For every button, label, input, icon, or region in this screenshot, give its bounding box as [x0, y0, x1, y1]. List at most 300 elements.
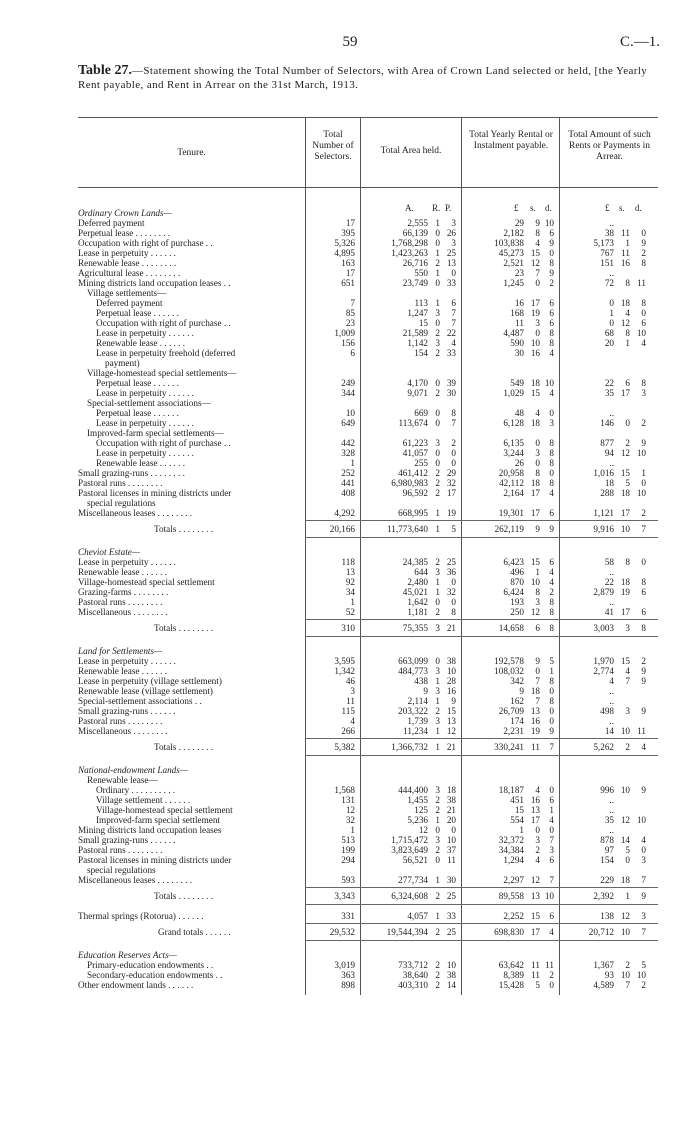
acres-cell: 5,236: [407, 815, 428, 825]
table-row: [78, 607, 658, 617]
unit-pounds: £: [514, 203, 519, 213]
perches-cell: 8: [451, 607, 456, 617]
arrear-pence-cell: 1: [641, 468, 646, 478]
selectors-table: [78, 117, 658, 1117]
row-label: Small grazing-runs . . . . . .: [78, 706, 176, 716]
arrear-pounds-cell: ..: [609, 716, 614, 726]
rental-shillings-cell: 15: [530, 388, 540, 398]
arrear-pence-cell: 8: [641, 623, 646, 633]
roods-cell: 2: [435, 468, 440, 478]
rental-shillings-cell: 18: [530, 478, 540, 488]
selectors-cell: 513: [341, 835, 355, 845]
row-label: Village settlement . . . . . .: [96, 795, 191, 805]
rental-shillings-cell: 15: [530, 557, 540, 567]
acres-cell: 96,592: [402, 488, 428, 498]
row-label: Renewable lease . . . . . .: [96, 458, 186, 468]
rental-shillings-cell: 0: [535, 666, 540, 676]
table-row: [78, 845, 658, 855]
rental-shillings-cell: 18: [530, 686, 540, 696]
arrear-shillings-cell: 18: [620, 577, 630, 587]
perches-cell: 8: [451, 408, 456, 418]
selectors-cell: 6: [350, 348, 355, 358]
rental-shillings-cell: 16: [530, 716, 540, 726]
rental-shillings-cell: 17: [530, 298, 540, 308]
roods-cell: 1: [435, 218, 440, 228]
rental-pence-cell: 0: [549, 248, 554, 258]
roods-cell: 0: [435, 228, 440, 238]
rental-pence-cell: 1: [549, 666, 554, 676]
selectors-cell: 1: [350, 597, 355, 607]
table-row: [78, 428, 658, 438]
rental-shillings-cell: 4: [535, 855, 540, 865]
rental-pounds-cell: 15: [514, 805, 524, 815]
roods-cell: 3: [435, 785, 440, 795]
row-label: Improved-farm special settlements—: [87, 428, 224, 438]
section-heading: [78, 950, 658, 960]
totals-rule: [305, 520, 658, 521]
rental-shillings-cell: 7: [535, 676, 540, 686]
table-row: [78, 248, 658, 258]
table-row: [78, 298, 658, 308]
perches-cell: 38: [446, 970, 456, 980]
row-label: Renewable lease (village settlement): [78, 686, 213, 696]
arrear-shillings-cell: 10: [620, 524, 630, 534]
row-label: Lease in perpetuity . . . . . .: [96, 418, 194, 428]
roods-cell: 3: [435, 567, 440, 577]
acres-cell: 2,555: [407, 218, 428, 228]
selectors-cell: 52: [345, 607, 355, 617]
table-row: [78, 577, 658, 587]
row-label: Lease in perpetuity . . . . . .: [96, 448, 194, 458]
row-label: Lease in perpetuity . . . . . .: [78, 248, 176, 258]
arrear-pence-cell: 10: [636, 488, 646, 498]
perches-cell: 0: [451, 825, 456, 835]
rental-pence-cell: 1: [549, 805, 554, 815]
roods-cell: 2: [435, 845, 440, 855]
perches-cell: 30: [446, 875, 456, 885]
rental-pence-cell: 6: [549, 298, 554, 308]
arrear-pounds-cell: 0: [609, 318, 614, 328]
arrear-pounds-cell: 20,712: [588, 927, 614, 937]
arrear-pence-cell: 8: [641, 258, 646, 268]
unit-pence: d.: [635, 203, 642, 213]
perches-cell: 3: [451, 218, 456, 228]
rental-pounds-cell: 590: [510, 338, 524, 348]
row-label: Land for Settlements—: [78, 646, 163, 656]
arrear-pounds-cell: ..: [609, 805, 614, 815]
arrear-pounds-cell: 35: [604, 815, 614, 825]
rental-pounds-cell: 342: [510, 676, 524, 686]
selectors-cell: 131: [341, 795, 355, 805]
selectors-cell: 328: [341, 448, 355, 458]
acres-cell: 56,521: [402, 855, 428, 865]
arrear-shillings-cell: 15: [620, 656, 630, 666]
arrear-pounds-cell: 154: [600, 855, 614, 865]
rental-shillings-cell: 0: [535, 328, 540, 338]
selectors-cell: 34: [345, 587, 355, 597]
arrear-shillings-cell: 17: [620, 388, 630, 398]
rental-pence-cell: 8: [549, 438, 554, 448]
arrear-pounds-cell: 288: [600, 488, 614, 498]
row-label: Renewable lease . . . . . .: [78, 666, 168, 676]
rental-pence-cell: 8: [549, 696, 554, 706]
arrear-pounds-cell: ..: [609, 408, 614, 418]
perches-cell: 29: [446, 468, 456, 478]
acres-cell: 1,142: [407, 338, 428, 348]
document-reference: C.—1.: [619, 34, 660, 50]
totals-row: [78, 524, 658, 534]
arrear-pounds-cell: ..: [609, 268, 614, 278]
rental-shillings-cell: 8: [535, 228, 540, 238]
arrear-shillings-cell: 3: [625, 623, 630, 633]
roods-cell: 2: [435, 388, 440, 398]
arrear-shillings-cell: 1: [625, 891, 630, 901]
perches-cell: 18: [446, 785, 456, 795]
roods-cell: 2: [435, 478, 440, 488]
acres-cell: 403,310: [398, 980, 428, 990]
perches-cell: 25: [446, 927, 456, 937]
rental-pounds-cell: 26,709: [498, 706, 524, 716]
arrear-pounds-cell: 14: [604, 726, 614, 736]
totals-row: [78, 623, 658, 633]
roods-cell: 1: [435, 676, 440, 686]
acres-cell: 550: [414, 268, 428, 278]
rental-shillings-cell: 0: [535, 278, 540, 288]
rental-pence-cell: 8: [549, 458, 554, 468]
row-label: Pastoral runs . . . . . . . .: [78, 597, 163, 607]
roods-cell: 2: [435, 927, 440, 937]
rental-pounds-cell: 6,135: [503, 438, 524, 448]
rental-pounds-cell: 262,119: [494, 524, 524, 534]
perches-cell: 10: [446, 960, 456, 970]
arrear-pounds-cell: 1,016: [593, 468, 614, 478]
rental-pounds-cell: 6,424: [503, 587, 524, 597]
row-label: Other endowment lands . . . . . .: [78, 980, 194, 990]
rental-pence-cell: 8: [549, 478, 554, 488]
arrear-shillings-cell: 12: [620, 815, 630, 825]
roods-cell: 3: [435, 835, 440, 845]
acres-cell: 438: [414, 676, 428, 686]
rental-shillings-cell: 1: [535, 567, 540, 577]
header-selectors: Total Number of Selectors.: [312, 130, 354, 162]
acres-cell: 733,712: [398, 960, 428, 970]
rental-pounds-cell: 15,428: [498, 980, 524, 990]
arrear-pounds-cell: 93: [604, 970, 614, 980]
row-label: Renewable lease . . . . . .: [96, 338, 186, 348]
row-label: National-endowment Lands—: [78, 765, 188, 775]
row-label: Lease in perpetuity . . . . . .: [96, 388, 194, 398]
arrear-shillings-cell: 2: [625, 438, 630, 448]
roods-cell: 2: [435, 258, 440, 268]
table-row: [78, 587, 658, 597]
table-row: [78, 656, 658, 666]
row-label: Perpetual lease . . . . . . . .: [78, 228, 171, 238]
rental-shillings-cell: 3: [535, 597, 540, 607]
acres-cell: 1,715,472: [391, 835, 428, 845]
arrear-pence-cell: 9: [641, 785, 646, 795]
perches-cell: 4: [451, 338, 456, 348]
arrear-shillings-cell: 18: [620, 298, 630, 308]
perches-cell: 33: [446, 911, 456, 921]
selectors-cell: 363: [341, 970, 355, 980]
totals-rule: [305, 940, 658, 941]
totals-rule: [305, 904, 658, 905]
arrear-shillings-cell: 18: [620, 875, 630, 885]
roods-cell: 2: [435, 805, 440, 815]
arrear-shillings-cell: 0: [625, 418, 630, 428]
row-label: Small grazing-runs . . . . . . . .: [78, 468, 185, 478]
selectors-cell: 344: [341, 388, 355, 398]
arrear-shillings-cell: 8: [625, 278, 630, 288]
acres-cell: 3,823,649: [391, 845, 428, 855]
row-label: Miscellaneous . . . . . . . .: [78, 726, 168, 736]
rental-pounds-cell: 1,245: [503, 278, 524, 288]
header-bottom-rule: [78, 187, 658, 188]
rental-pence-cell: 9: [549, 238, 554, 248]
roods-cell: 1: [435, 248, 440, 258]
rental-shillings-cell: 16: [530, 348, 540, 358]
rental-pounds-cell: 63,642: [498, 960, 524, 970]
rental-pounds-cell: 451: [510, 795, 524, 805]
perches-cell: 38: [446, 656, 456, 666]
selectors-cell: 442: [341, 438, 355, 448]
arrear-pence-cell: 10: [636, 970, 646, 980]
table-row: [78, 318, 658, 328]
rental-shillings-cell: 4: [535, 785, 540, 795]
arrear-pence-cell: 2: [641, 248, 646, 258]
perches-cell: 37: [446, 845, 456, 855]
rental-pence-cell: 0: [549, 716, 554, 726]
arrear-pounds-cell: 1,121: [593, 508, 614, 518]
rental-pounds-cell: 2,297: [503, 875, 524, 885]
rental-pounds-cell: 23: [514, 268, 524, 278]
arrear-pence-cell: 11: [637, 278, 646, 288]
rental-pence-cell: 4: [549, 348, 554, 358]
acres-cell: 9: [423, 686, 428, 696]
arrear-pounds-cell: 498: [600, 706, 614, 716]
perches-cell: 22: [446, 328, 456, 338]
arrear-shillings-cell: 12: [620, 911, 630, 921]
table-row: [78, 458, 658, 468]
perches-cell: 33: [446, 348, 456, 358]
selectors-cell: 10: [345, 408, 355, 418]
row-label: Totals . . . . . . . .: [154, 524, 214, 534]
rental-shillings-cell: 13: [530, 706, 540, 716]
arrear-shillings-cell: 18: [620, 488, 630, 498]
arrear-shillings-cell: 11: [621, 248, 630, 258]
rental-shillings-cell: 9: [535, 656, 540, 666]
arrear-shillings-cell: 7: [625, 980, 630, 990]
rental-shillings-cell: 3: [535, 835, 540, 845]
row-label: Pastoral runs . . . . . . . .: [78, 478, 163, 488]
table-row: [78, 686, 658, 696]
rental-pounds-cell: 1: [519, 825, 524, 835]
selectors-cell: 898: [341, 980, 355, 990]
roods-cell: 1: [435, 742, 440, 752]
roods-cell: 2: [435, 488, 440, 498]
row-label: Mining districts land occupation leases . .: [78, 278, 231, 288]
arrear-shillings-cell: 11: [621, 228, 630, 238]
perches-cell: 7: [451, 308, 456, 318]
acres-cell: 2,480: [407, 577, 428, 587]
selectors-cell: 156: [341, 338, 355, 348]
arrear-pence-cell: 10: [636, 328, 646, 338]
acres-cell: 154: [414, 348, 428, 358]
table-row: [78, 498, 658, 508]
rental-pence-cell: 8: [549, 623, 554, 633]
selectors-cell: 13: [345, 567, 355, 577]
perches-cell: 10: [446, 666, 456, 676]
acres-cell: 26,716: [402, 258, 428, 268]
rental-pence-cell: 2: [549, 970, 554, 980]
roods-cell: 2: [435, 328, 440, 338]
table-row: [78, 378, 658, 388]
row-label: Mining districts land occupation leases: [78, 825, 222, 835]
rental-pence-cell: 3: [549, 845, 554, 855]
rental-shillings-cell: 19: [530, 726, 540, 736]
roods-cell: 2: [435, 891, 440, 901]
acres-cell: 23,749: [402, 278, 428, 288]
totals-rule: [305, 755, 658, 756]
perches-cell: 15: [446, 706, 456, 716]
roods-cell: 0: [435, 448, 440, 458]
roods-cell: 2: [435, 795, 440, 805]
table-row: [78, 388, 658, 398]
roods-cell: 1: [435, 587, 440, 597]
perches-cell: 25: [446, 248, 456, 258]
row-label: Secondary-education endowments . .: [87, 970, 223, 980]
rental-pence-cell: 3: [549, 418, 554, 428]
arrear-pounds-cell: 38: [604, 228, 614, 238]
roods-cell: 2: [435, 557, 440, 567]
row-label: Village-homestead special settlement: [78, 577, 215, 587]
row-label: Village-homestead special settlement: [96, 805, 233, 815]
selectors-cell: 5,382: [334, 742, 355, 752]
arrear-pence-cell: 10: [636, 815, 646, 825]
table-row: [78, 268, 658, 278]
arrear-pence-cell: 0: [641, 557, 646, 567]
roods-cell: 0: [435, 825, 440, 835]
selectors-cell: 1: [350, 825, 355, 835]
table-row: [78, 865, 658, 875]
arrear-pounds-cell: ..: [609, 686, 614, 696]
arrear-pence-cell: 2: [641, 508, 646, 518]
rental-pounds-cell: 34,384: [498, 845, 524, 855]
arrear-pounds-cell: 4,589: [593, 980, 614, 990]
acres-cell: 663,099: [398, 656, 428, 666]
arrear-pence-cell: 9: [641, 891, 646, 901]
row-label: Occupation with right of purchase . .: [96, 318, 231, 328]
row-label: Renewable lease—: [87, 775, 158, 785]
selectors-cell: 199: [341, 845, 355, 855]
table-row: [78, 288, 658, 298]
perches-cell: 30: [446, 388, 456, 398]
table-row: [78, 448, 658, 458]
arrear-pounds-cell: 22: [604, 577, 614, 587]
perches-cell: 39: [446, 378, 456, 388]
arrear-pounds-cell: 877: [600, 438, 614, 448]
row-label: Deferred payment: [96, 298, 163, 308]
perches-cell: 21: [446, 805, 456, 815]
rental-pence-cell: 4: [549, 815, 554, 825]
perches-cell: 7: [451, 418, 456, 428]
rental-shillings-cell: 10: [530, 338, 540, 348]
roods-cell: 2: [435, 706, 440, 716]
arrear-pence-cell: 2: [641, 418, 646, 428]
arrear-shillings-cell: 10: [620, 970, 630, 980]
selectors-cell: 310: [341, 623, 355, 633]
table-row: [78, 706, 658, 716]
row-label: Small grazing-runs . . . . . .: [78, 835, 176, 845]
table-title-label: Table 27.: [78, 63, 132, 78]
row-label: Miscellaneous leases . . . . . . . .: [78, 508, 193, 518]
rental-shillings-cell: 9: [535, 524, 540, 534]
arrear-pence-cell: 0: [641, 228, 646, 238]
acres-cell: 1,181: [407, 607, 428, 617]
rental-pence-cell: 6: [549, 508, 554, 518]
header-tenure: Tenure.: [177, 148, 206, 158]
rental-shillings-cell: 17: [530, 488, 540, 498]
selectors-cell: 1,009: [334, 328, 355, 338]
perches-cell: 11: [447, 855, 456, 865]
arrear-pounds-cell: ..: [609, 795, 614, 805]
rental-shillings-cell: 8: [535, 468, 540, 478]
table-row: [78, 228, 658, 238]
rental-pence-cell: 0: [549, 686, 554, 696]
arrear-pounds-cell: 35: [604, 388, 614, 398]
rental-shillings-cell: 13: [530, 805, 540, 815]
row-label: Perpetual lease . . . . . .: [96, 378, 179, 388]
row-label: Pastoral licenses in mining districts under: [78, 855, 232, 865]
selectors-cell: 20,166: [329, 524, 355, 534]
roods-cell: 0: [435, 408, 440, 418]
unit-pence: d.: [545, 203, 552, 213]
arrear-pounds-cell: 0: [609, 298, 614, 308]
acres-cell: 461,412: [398, 468, 428, 478]
unit-shillings: s.: [619, 203, 625, 213]
arrear-shillings-cell: 6: [625, 378, 630, 388]
rental-shillings-cell: 3: [535, 448, 540, 458]
totals-row: [78, 927, 658, 937]
roods-cell: 0: [435, 238, 440, 248]
rental-pounds-cell: 496: [510, 567, 524, 577]
rental-pounds-cell: 168: [510, 308, 524, 318]
table-row: [78, 855, 658, 865]
rental-pounds-cell: 14,658: [498, 623, 524, 633]
rental-pounds-cell: 108,032: [494, 666, 524, 676]
rental-pence-cell: 4: [549, 927, 554, 937]
roods-cell: 0: [435, 597, 440, 607]
row-label: Improved-farm special settlement: [96, 815, 220, 825]
rental-pounds-cell: 1,294: [503, 855, 524, 865]
arrear-pounds-cell: 1: [609, 308, 614, 318]
perches-cell: 33: [446, 278, 456, 288]
row-label: Thermal springs (Rotorua) . . . . . .: [78, 911, 204, 921]
arrear-pounds-cell: ..: [609, 567, 614, 577]
rental-pence-cell: 8: [549, 676, 554, 686]
arrear-shillings-cell: 8: [625, 557, 630, 567]
arrear-pounds-cell: 58: [604, 557, 614, 567]
table-row: [78, 478, 658, 488]
arrear-shillings-cell: 5: [625, 478, 630, 488]
rental-pence-cell: 4: [549, 567, 554, 577]
arrear-pounds-cell: ..: [609, 825, 614, 835]
arrear-shillings-cell: 17: [620, 607, 630, 617]
table-row: [78, 716, 658, 726]
selectors-cell: 331: [341, 911, 355, 921]
arrear-pence-cell: 0: [641, 478, 646, 488]
rental-pence-cell: 7: [549, 742, 554, 752]
